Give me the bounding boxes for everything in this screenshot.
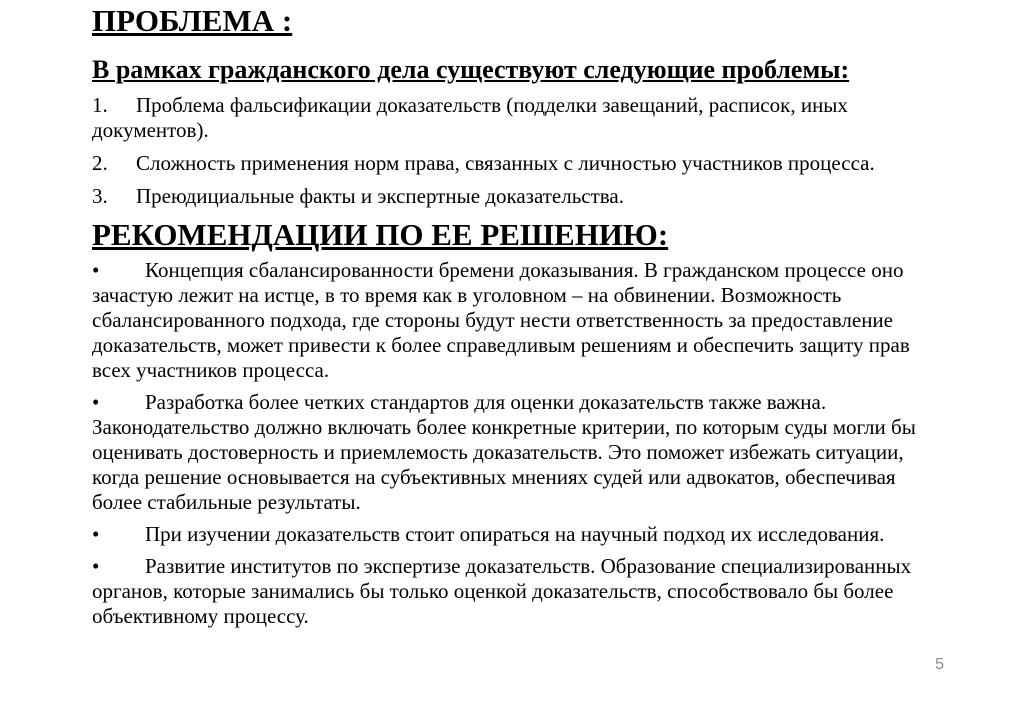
problem-item bbox=[92, 184, 942, 209]
problem-text: Преюдициальные факты и экспертные доказательства. bbox=[136, 184, 624, 208]
page-number: 5 bbox=[935, 656, 944, 673]
recommendation-text: При изучении доказательств стоит опираться на научный подход их исследования. bbox=[145, 522, 885, 546]
list-number: 2. bbox=[92, 151, 108, 175]
problem-text: Сложность применения норм права, связанных с личностью участников процесса. bbox=[136, 151, 875, 175]
problem-text: Проблема фальсификации доказательств (подделки завещаний, расписок, иных документов). bbox=[92, 93, 848, 142]
list-number: 3. bbox=[92, 184, 108, 208]
recommendation-text: Развитие институтов по экспертизе доказательств. Образование специализированных органов, которые занимались бы только оценкой доказательств, способствовало бы более объективному процессу. bbox=[92, 554, 912, 628]
slide-content bbox=[92, 0, 942, 708]
recommendations-list bbox=[92, 258, 942, 629]
problems-list bbox=[92, 93, 942, 209]
slide-title: ПРОБЛЕМА : bbox=[92, 3, 293, 38]
bullet-icon: • bbox=[92, 554, 100, 578]
problem-item bbox=[92, 151, 942, 176]
slide-subtitle: В рамках гражданского дела существуют следующие проблемы: bbox=[92, 55, 850, 84]
recommendation-item bbox=[92, 554, 942, 629]
problem-item bbox=[92, 93, 942, 143]
recommendation-item bbox=[92, 258, 942, 383]
recommendation-text: Разработка более четких стандартов для оценки доказательств также важна. Законодательство должно включать более конкретные критерии, по которым суды могли бы оценивать достоверность и приемлемость доказательств. Это поможет избежать ситуации, когда решение основывается на субъективных мнениях судей или адвокатов, обеспечивая более стабильные результаты. bbox=[92, 390, 916, 514]
bullet-icon: • bbox=[92, 390, 100, 414]
bullet-icon: • bbox=[92, 258, 100, 282]
list-number: 1. bbox=[92, 93, 108, 117]
bullet-icon: • bbox=[92, 522, 100, 546]
recommendation-text: Концепция сбалансированности бремени доказывания. В гражданском процессе оно зачастую лежит на истце, в то время как в уголовном – на обвинении. Возможность сбалансированного подхода, где стороны будут нести ответственность за предоставление доказательств, может привести к более справедливым решениям и обеспечить защиту прав всех участников процесса. bbox=[92, 258, 910, 382]
recommendations-title: РЕКОМЕНДАЦИИ ПО ЕЕ РЕШЕНИЮ: bbox=[92, 217, 669, 252]
recommendation-item bbox=[92, 390, 942, 515]
recommendation-item bbox=[92, 522, 942, 547]
